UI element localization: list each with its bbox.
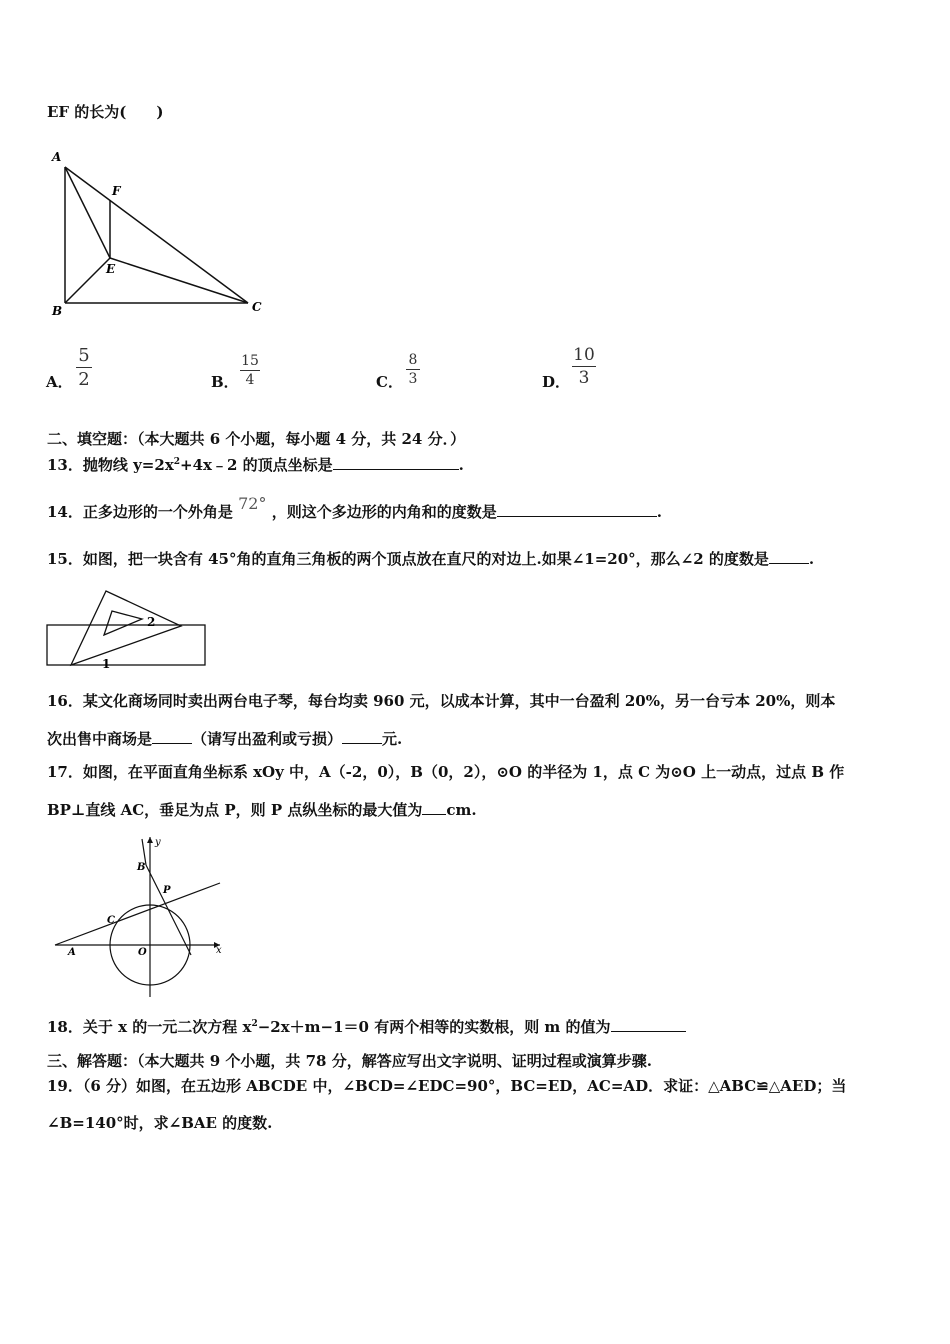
q18-sup: 2 [251, 1019, 258, 1029]
label-b: B [52, 304, 63, 318]
q14-end: . [656, 503, 662, 521]
q18-post: −2x＋m−1＝0 有两个相等的实数根，则 m 的值为 [257, 1018, 611, 1036]
option-b-letter: B． [211, 373, 239, 391]
line-ac [55, 883, 220, 945]
q17-line2-pre: BP⊥直线 AC，垂足为点 P，则 P 点纵坐标的最大值为 [47, 801, 423, 819]
segment-ae [65, 167, 110, 258]
option-c-fraction [406, 352, 420, 387]
option-d-letter: D． [542, 373, 571, 391]
q14 [47, 494, 662, 521]
option-b-fraction [240, 353, 260, 388]
q15 [47, 549, 814, 568]
q15-end: . [808, 550, 815, 568]
option-c-numerator: 8 [408, 352, 418, 368]
option-d-fraction [572, 345, 596, 388]
q14-angle: 72° [238, 494, 267, 513]
q17-line2 [47, 800, 477, 819]
q18-answer-blank[interactable] [611, 1017, 686, 1032]
q16-answer-blank-1[interactable] [152, 729, 192, 744]
line-bp [146, 865, 191, 955]
label-o: O [138, 947, 147, 958]
section3-title: 三、解答题：（本大题共 9 个小题，共 78 分，解答应写出文字说明、证明过程或演算步骤. [47, 1052, 652, 1070]
label-e: E [106, 262, 116, 276]
option-a-fraction [76, 345, 92, 390]
q17-answer-blank[interactable] [422, 800, 446, 815]
label-a: A [68, 947, 76, 958]
option-a-letter: A． [46, 373, 73, 391]
option-a-denominator: 2 [78, 369, 90, 390]
q14-post: ，则这个多边形的内角和的度数是 [271, 503, 497, 521]
q14-answer-blank[interactable] [497, 502, 657, 517]
q17-line2-end: cm. [446, 801, 477, 819]
q12-tail: EF 的长为( ) [47, 103, 164, 121]
segment-ec [110, 258, 248, 303]
option-d-denominator: 3 [578, 368, 590, 388]
q13-sup: 2 [173, 457, 181, 467]
segment-be [65, 258, 110, 303]
q18 [47, 1017, 686, 1036]
label-p: P [163, 885, 171, 896]
q17-figure [50, 835, 230, 1000]
label-c: C [252, 300, 262, 314]
label-y: y [155, 837, 161, 848]
q16-line2-pre: 次出售中商场是 [47, 730, 153, 748]
triangle-inner [104, 611, 142, 635]
option-c-letter: C． [376, 373, 403, 391]
q19-line2: ∠B=140°时，求∠BAE 的度数. [47, 1114, 273, 1132]
label-c: C [107, 915, 115, 926]
q18-pre: 18．关于 x 的一元二次方程 x [47, 1018, 252, 1036]
q13-answer-blank[interactable] [333, 455, 459, 470]
q16-answer-blank-2[interactable] [342, 729, 382, 744]
q14-pre: 14．正多边形的一个外角是 [47, 503, 233, 521]
angle-2-label: 2 [147, 615, 156, 629]
label-x: x [216, 945, 222, 956]
q19-line1: 19．（6 分）如图，在五边形 ABCDE 中，∠BCD=∠EDC=90°，BC=ED，AC=AD．求证：△ABC≌△AED；当 [47, 1077, 847, 1095]
label-f: F [112, 184, 121, 198]
option-c-denominator: 3 [408, 371, 418, 387]
q13-pre: 13．抛物线 y=2x [47, 456, 174, 474]
label-b: B [137, 862, 146, 873]
segment-ac [65, 167, 248, 303]
q13 [47, 455, 464, 474]
q15-answer-blank[interactable] [769, 549, 809, 564]
label-a: A [52, 150, 62, 164]
option-d-numerator: 10 [573, 345, 595, 365]
q16-line2 [47, 729, 402, 748]
q15-text: 15．如图，把一块含有 45°角的直角三角板的两个顶点放在直尺的对边上.如果∠1=20°，那么∠2 的度数是 [47, 550, 769, 568]
q15-figure [46, 588, 216, 670]
q16-line2-mid: （请写出盈利或亏损） [192, 730, 343, 748]
q16-line2-end: 元. [382, 730, 403, 748]
triangle-outer [71, 591, 181, 665]
option-b-numerator: 15 [241, 353, 259, 369]
q13-end: . [458, 456, 464, 474]
angle-1-label: 1 [102, 657, 111, 671]
option-a-numerator: 5 [78, 345, 90, 366]
q12-figure [40, 145, 300, 325]
q13-post: +4x﹣2 的顶点坐标是 [180, 456, 333, 474]
section2-title: 二、填空题：（本大题共 6 个小题，每小题 4 分，共 24 分．） [47, 430, 466, 448]
q16-line1: 16．某文化商场同时卖出两台电子琴，每台均卖 960 元，以成本计算，其中一台盈利 20%，另一台亏本 20%，则本 [47, 692, 836, 710]
q17-line1: 17．如图，在平面直角坐标系 xOy 中，A（-2，0），B（0，2），⊙O 的半径为 1，点 C 为⊙O 上一动点，过点 B 作 [47, 763, 845, 781]
option-b-denominator: 4 [245, 372, 255, 388]
